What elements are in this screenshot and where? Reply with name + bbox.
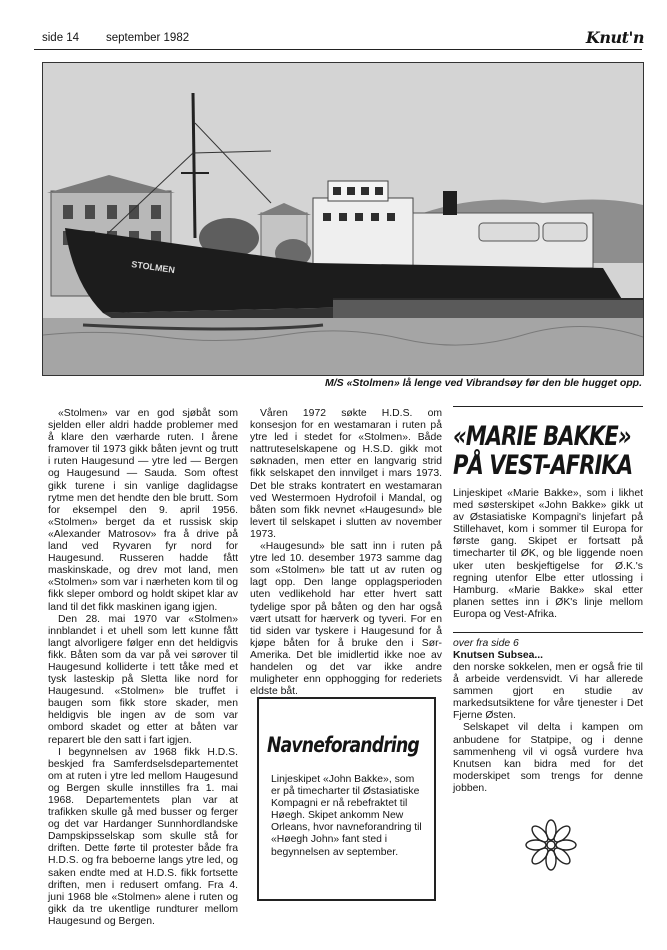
ship-hull-name: STOLMEN <box>130 259 176 276</box>
header-rule <box>34 49 642 50</box>
magazine-logo: Knut'n <box>585 28 644 47</box>
issue-date: september 1982 <box>106 32 190 44</box>
article-column-2 <box>250 408 442 698</box>
ship-photo-illustration <box>43 63 643 375</box>
headline-line-2: PÅ VEST-AFRIKA <box>453 450 633 481</box>
column-rule <box>453 632 643 633</box>
column-rule <box>453 406 643 407</box>
feature-text <box>453 488 643 621</box>
article-paragraph: Våren 1972 søkte H.D.S. om konsesjon for en westamaran i ruten på ytre led i stedet for «Stolmen». Både nattruteselskapene og H.S.D. gikk mot søknaden, men etter en langvarig strid fikk selskapet den innvilget i mars 1973. Det ble straks kontratert en westamaran ved Westermoen Hydrofoil i Mandal, og båten som fikk nevnet «Haugesund» ble levert til selskapet i slutten av november 1973. <box>250 408 442 540</box>
continued-label: over fra side 6 <box>453 638 519 649</box>
ship-photo <box>42 62 644 376</box>
article-paragraph: Den 28. mai 1970 var «Stolmen» innblandet i et uhell som lett kunne fått langt alvorligere følger enn det heldigvis fikk. Båten som da var på vei sørover til Haugesund kolliderte i tett tåke med et tysk lasteskip på Sletta like nord for Haugesund. «Stolmen» ble truffet i baugen som fikk store skader, men heldigvis ble ingen av de som var ombord skadet og etter at båten var reparert ble den satt i fart igjen. <box>48 613 238 746</box>
article-paragraph: I begynnelsen av 1968 fikk H.D.S. beskjed fra Samferdselsdepartementet om at ruten i ytre led mellom Haugesund og Bergen skulle innstilles fra 1. mai 1968. Departementets plan var at trafikken skulle gå med busser og ferger og det var Hardanger Sunnhordlandske Dampskipsselskap som skulle stå for driften. Dette førte til protester både fra H.D.S. og fra beboerne langs ytre led, og saken endte med at H.D.S. fikk fortsette driften, men i redusert omfang. Fra 4. juni 1968 ble «Stolmen» alene i ruten og gikk da tre ukentlige rundturer mellom Haugesund og Bergen. <box>48 746 238 927</box>
continued-paragraph: den norske sokkelen, men er også frie til å arbeide verdensvidt. Vi har allerede sammen gjort en studie av markedsutsiktene for våre tjenester i Det Fjerne Østen. <box>453 662 643 722</box>
article-column-1 <box>48 408 238 928</box>
box-title: Navneforandring <box>267 733 419 757</box>
headline-line-1: «MARIE BAKKE» <box>453 421 631 452</box>
page-header <box>34 30 644 48</box>
article-paragraph: «Haugesund» ble satt inn i ruten på ytre led 10. desember 1973 samme dag som «Stolmen» ble tatt ut av ruten og lagt opp. Den lange opplagsperioden uten vedlikehold har etter hvert satt tydelige spor på båten og den har også vært utsatt for hærverk og tyveri. For en tid siden var tyskere i Haugesund for å kjøpe båten for å bruke den i Sør-Amerika. Det ble imidlertid ikke noe av handelen og det var ikke andre muligheter enn opphogging for rederiets eldste båt. <box>250 541 442 698</box>
feature-headline <box>453 421 633 481</box>
page-number: side 14 <box>42 32 80 44</box>
name-change-box <box>257 697 436 901</box>
flower-ornament-icon <box>524 818 578 872</box>
photo-caption: M/S «Stolmen» lå lenge ved Vibrandsøy før den ble hugget opp. <box>325 377 642 389</box>
feature-paragraph: Linjeskipet «Marie Bakke», som i likhet med søsterskipet «John Bakke» gikk ut av Østasiatiske Kompagni's linjefart på Stillehavet, kom i sommer til Europa for første gang. Skipet er fortsatt på timecharter til ØK, og ble liggende noen uker uten beskjeftigelse for Ø.K.'s regning utenfor Elbe etter utlossing i Hamburg. «Marie Bakke» skal etter planen settes inn i ØK's linje mellom Europa og Vest-Afrika. <box>453 488 643 620</box>
box-text: Linjeskipet «John Bakke», som er på timecharter til Østasiatiske Kompagni er nå rebefraktet til Høegh. Skipet ankomm New Orleans, hvor navneforandring til «Høegh John» fant sted i begynnelsen av september. <box>271 774 422 858</box>
continued-title: Knutsen Subsea... <box>453 650 544 661</box>
article-paragraph: «Stolmen» var en god sjøbåt som sjelden eller aldri hadde problemer med å klare den værharde ruten. I årene framover til 1973 gikk båten jevnt og trutt i ruten Haugesund — ytre led — Bergen og Haugesund — Sauda. Som oftest gikk turene i sin vanlige daglidagse rytme men det hendte den ble brutt. Som for eksempel den 9. april 1956. «Stolmen» berget da et russisk skip «Alexander Matrosov» fra å drive på land ved Ryvaren fyr nord for Haugesund. Russeren hadde fått maskinskade, og drev mot land, men «Stolmen» som var i nærheten kom til og fikk sleper ombord og holdt skipet klar av land til det fikk maskinen igang igjen. <box>48 408 238 613</box>
continued-paragraph: Selskapet vil delta i kampen om anbudene for Statpipe, og i denne sammenheng vil vi også vurdere hva Knutsen kan bidra med for det moderskipet som trengs for denne jobben. <box>453 722 643 794</box>
continued-text <box>453 662 643 795</box>
